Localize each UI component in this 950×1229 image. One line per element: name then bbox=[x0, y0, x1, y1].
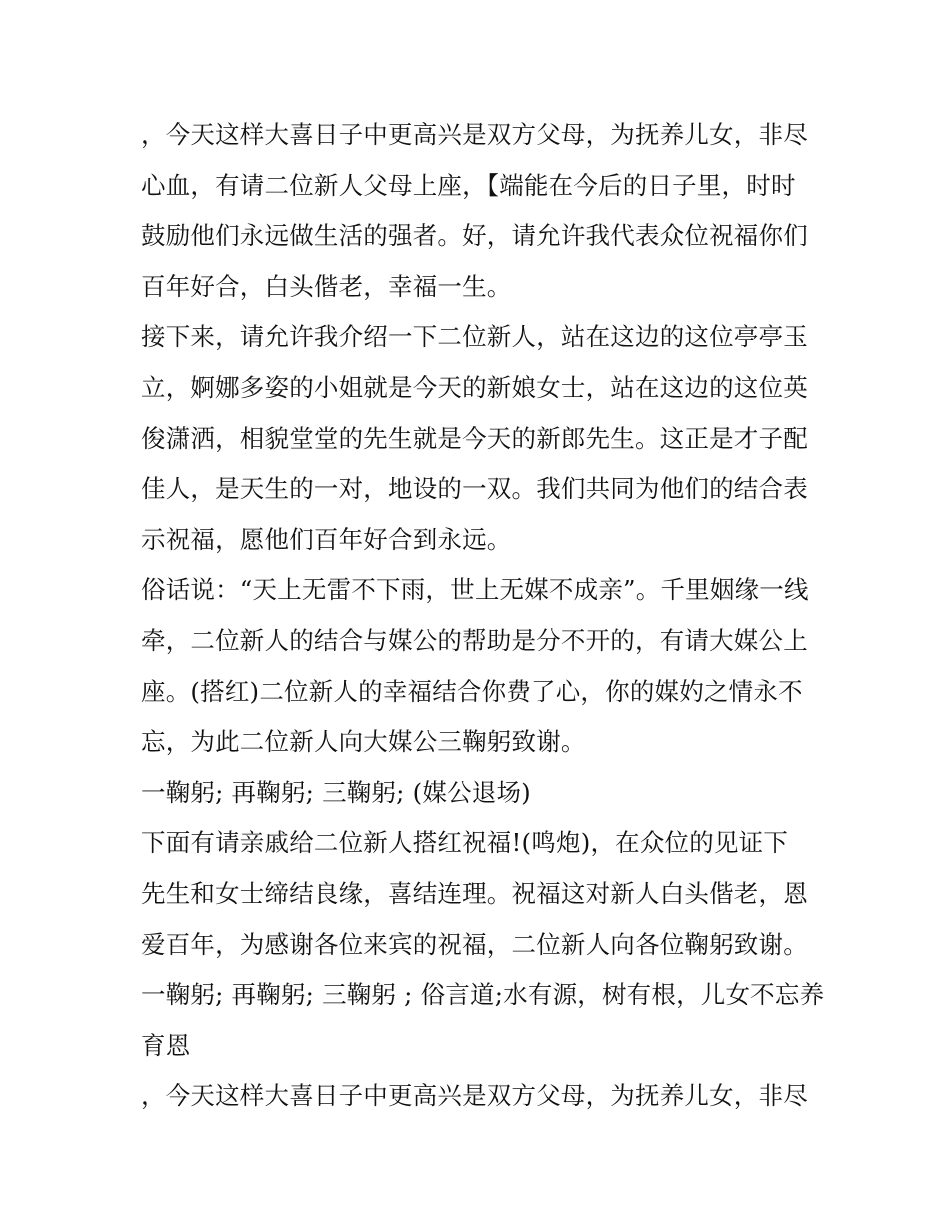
text-line: 佳人，是天生的一对，地设的一双。我们共同为他们的结合表 bbox=[141, 474, 808, 504]
text-line: ，今天这样大喜日子中更高兴是双方父母，为抚养儿女，非尽 bbox=[141, 120, 808, 149]
document-body bbox=[141, 110, 825, 1122]
text-line: ，今天这样大喜日子中更高兴是双方父母，为抚养儿女，非尽 bbox=[141, 1081, 808, 1111]
text-line: 座。(搭红)二位新人的幸福结合你费了心，你的媒妁之情永不 bbox=[141, 676, 803, 706]
text-line: 一鞠躬; 再鞠躬; 三鞠躬 ; 俗言道;水有源，树有根，儿女不忘养 bbox=[141, 980, 825, 1010]
text-line: 牵，二位新人的结合与媒公的帮助是分不开的，有请大媒公上 bbox=[141, 625, 808, 655]
text-line: 下面有请亲戚给二位新人搭红祝福!(鸣炮)，在众位的见证下 bbox=[141, 828, 789, 858]
text-line: 接下来，请允许我介绍一下二位新人，站在这边的这位亭亭玉 bbox=[141, 322, 808, 352]
text-line: 先生和女士缔结良缘，喜结连理。祝福这对新人白头偕老，恩 bbox=[141, 878, 808, 908]
text-line: 俊潇洒，相貌堂堂的先生就是今天的新郎先生。这正是才子配 bbox=[141, 423, 808, 453]
text-line: 育恩 bbox=[141, 1030, 191, 1060]
text-line: 爱百年，为感谢各位来宾的祝福，二位新人向各位鞠躬致谢。 bbox=[141, 929, 808, 959]
text-line: 俗话说：“天上无雷不下雨，世上无媒不成亲”。千里姻缘一线 bbox=[141, 575, 809, 605]
text-line: 忘，为此二位新人向大媒公三鞠躬致谢。 bbox=[141, 727, 586, 757]
text-line: 示祝福，愿他们百年好合到永远。 bbox=[141, 524, 512, 554]
text-line: 立，婀娜多姿的小姐就是今天的新娘女士，站在这边的这位英 bbox=[141, 372, 808, 402]
text-line: 一鞠躬; 再鞠躬; 三鞠躬; (媒公退场) bbox=[141, 777, 531, 807]
text-line: 百年好合，白头偕老，幸福一生。 bbox=[141, 271, 512, 301]
text-line: 鼓励他们永远做生活的强者。好，请允许我代表众位祝福你们 bbox=[141, 221, 808, 251]
text-line: 心血，有请二位新人父母上座，【端能在今后的日子里，时时 bbox=[141, 170, 796, 200]
